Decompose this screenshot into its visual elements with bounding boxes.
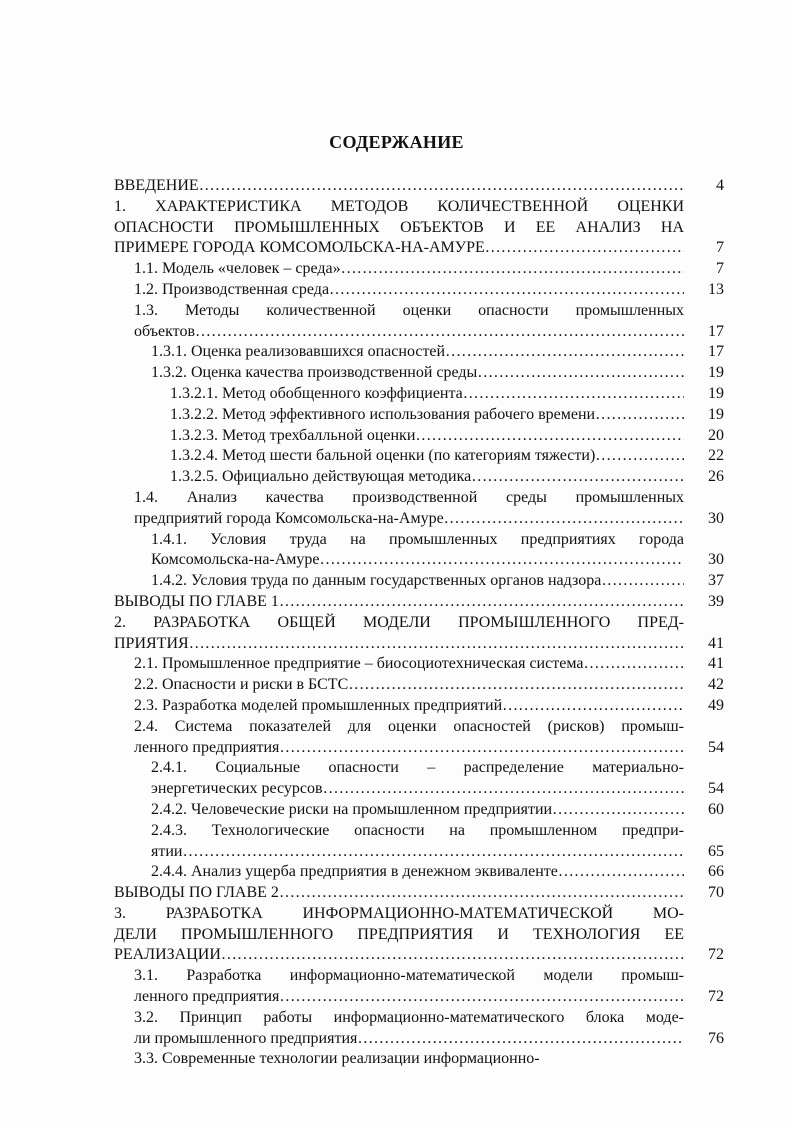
toc-entry[interactable] [151,530,724,572]
toc-page-number: 30 [708,509,724,527]
toc-entry[interactable] [134,1008,724,1050]
toc-entry[interactable] [170,446,724,467]
dot-leader [415,426,684,447]
toc-page-number: 22 [708,447,724,465]
dot-leader [601,571,684,592]
toc-entry-line: 2. РАЗРАБОТКА ОБЩЕЙ МОДЕЛИ ПРОМЫШЛЕННОГО ПРЕД- [114,613,684,631]
dot-leader [595,405,684,426]
dot-leader [558,862,684,883]
toc-entry[interactable] [134,654,724,675]
toc-entry[interactable] [114,904,724,966]
toc-entry[interactable] [170,384,724,405]
toc-entry-title: ВЫВОДЫ ПО ГЛАВЕ 1 [114,592,279,610]
toc-page-number: 17 [708,322,724,340]
toc-entry-title: 1.3.1. Оценка реализовавшихся опасностей [151,343,446,361]
toc-entry-line: ДЕЛИ ПРОМЫШЛЕННОГО ПРЕДПРИЯТИЯ И ТЕХНОЛОГИЯ ЕЕ [114,925,684,943]
toc-entry-line: 2.4.3. Технологические опасности на промышленном предпри- [151,821,684,839]
toc-entry-title: 3.3. Современные технологии реализации информационно- [134,1050,540,1068]
toc-entry-title: 1.3.2.5. Официально действующая методика [170,468,472,486]
toc-page-number: 20 [708,426,724,444]
toc-entry-title: 2.2. Опасности и риски в БСТС [134,676,349,694]
toc-page-number: 66 [708,863,724,881]
toc-entry[interactable] [134,966,724,1008]
dot-leader [502,696,684,717]
toc-entry-title: ПРИЯТИЯ [114,634,189,652]
dot-leader [583,654,684,675]
toc-entry[interactable] [151,800,724,821]
toc-entry-title: ли промышленного предприятия [134,1029,358,1047]
dot-leader [195,322,684,343]
toc-entry-title: ВВЕДЕНИЕ [114,177,199,194]
toc-page-number: 19 [708,384,724,402]
toc-entry[interactable] [151,363,724,384]
toc-entry-title: Комсомольска-на-Амуре [151,551,320,569]
toc-entry-title: энергетических ресурсов [151,780,323,798]
toc-page-number: 4 [716,177,724,194]
toc-entry-title: 2.3. Разработка моделей промышленных предприятий [134,696,503,714]
toc-entry[interactable] [170,467,724,488]
toc-page-number: 7 [716,239,724,257]
dot-leader [279,883,684,904]
toc-page-number: 19 [708,405,724,423]
toc-page-number: 41 [708,655,724,673]
toc-entry-line: 2.4. Система показателей для оценки опасностей (рисков) промыш- [134,717,684,735]
toc-entry-title: ленного предприятия [134,738,280,756]
toc-entry[interactable] [170,426,724,447]
dot-leader [329,280,684,301]
dot-leader [279,987,684,1008]
toc-page-number: 76 [708,1029,724,1047]
dot-leader [279,592,684,613]
toc-entry-title: объектов [134,322,196,340]
toc-entry-title: РЕАЛИЗАЦИИ [114,946,221,964]
toc-entry-title: 1.3.2.2. Метод эффективного использования рабочего времени [170,405,596,423]
dot-leader [463,384,684,405]
toc-entry-line: 1.4.1. Условия труда на промышленных предприятиях города [151,530,684,548]
toc-entry[interactable] [114,592,724,613]
toc-entry[interactable] [151,758,724,800]
dot-leader [445,342,684,363]
toc-entry-line: 3. РАЗРАБОТКА ИНФОРМАЦИОННО-МАТЕМАТИЧЕСКОЙ МО- [114,904,684,922]
toc-entry[interactable] [134,717,724,759]
toc-page-number: 54 [708,738,724,756]
toc-page-number: 72 [708,946,724,964]
page-title: СОДЕРЖАНИЕ [329,132,464,152]
toc-entry-line: 3.1. Разработка информационно-математической модели промыш- [134,967,684,985]
dot-leader [320,550,684,571]
dot-leader [471,467,684,488]
toc-page-number: 54 [708,780,724,798]
toc-entry[interactable] [151,862,724,883]
toc-entry-title: ВЫВОДЫ ПО ГЛАВЕ 2 [114,884,279,902]
toc-entry[interactable] [134,259,724,280]
dot-leader [341,259,684,280]
dot-leader [477,363,684,384]
toc-entry[interactable] [151,342,724,363]
toc-entry-title: 2.4.2. Человеческие риски на промышленном предприятии [151,800,553,818]
toc-entry-title: 1.3.2. Оценка качества производственной среды [151,364,478,382]
toc-page-number: 41 [708,634,724,652]
toc-entry[interactable] [134,696,724,717]
dot-leader [595,446,684,467]
dot-leader [552,800,684,821]
toc-page-number: 65 [708,842,724,860]
dot-leader [444,509,684,530]
toc-entry-line: 3.2. Принцип работы информационно-математического блока моде- [134,1008,684,1026]
toc-page-number: 30 [708,551,724,569]
dot-leader [182,842,684,863]
toc-entry[interactable] [134,301,724,343]
toc-entry[interactable] [151,821,724,863]
toc-entry-line: 1.4. Анализ качества производственной среды промышленных [134,488,684,506]
toc-entry[interactable] [170,405,724,426]
toc-entry-line: ОПАСНОСТИ ПРОМЫШЛЕННЫХ ОБЪЕКТОВ И ЕЕ АНАЛИЗ НА [114,218,684,236]
toc-entry[interactable] [151,571,724,592]
dot-leader [279,738,684,759]
toc-page-number: 70 [708,884,724,902]
toc-entry-title: 2.4.4. Анализ ущерба предприятия в денежном эквиваленте [151,863,558,881]
toc-entry[interactable] [114,883,724,904]
dot-leader [323,779,684,800]
toc-entry[interactable] [134,675,724,696]
toc-page-number: 19 [708,364,724,382]
toc-entry[interactable] [114,613,724,655]
toc-page-number: 13 [708,280,724,298]
table-of-contents [114,176,724,1070]
toc-page-number: 17 [708,343,724,361]
toc-entry-title: 1.3.2.1. Метод обобщенного коэффициента [170,384,463,402]
toc-page-number: 26 [708,468,724,486]
dot-leader [485,238,684,259]
toc-entry-line: 2.4.1. Социальные опасности – распределение материально- [151,759,684,777]
toc-entry[interactable] [134,1049,724,1070]
toc-entry-title: 2.1. Промышленное предприятие – биосоциотехническая система [134,655,584,673]
toc-page-number: 7 [716,260,724,278]
toc-entry-title: 1.1. Модель «человек – среда» [134,260,341,278]
toc-entry[interactable] [114,176,724,197]
dot-leader [221,945,684,966]
dot-leader [199,176,684,197]
toc-page-number: 37 [708,572,724,590]
toc-entry-title: ятии [151,842,183,860]
toc-entry-title: предприятий города Комсомольска-на-Амуре [134,509,444,527]
toc-page-number: 49 [708,696,724,714]
toc-page-number: 39 [708,592,724,610]
toc-entry-line: 1.3. Методы количественной оценки опасности промышленных [134,301,684,319]
toc-entry-line: 1. ХАРАКТЕРИСТИКА МЕТОДОВ КОЛИЧЕСТВЕННОЙ ОЦЕНКИ [114,197,684,215]
toc-entry-title: 1.3.2.3. Метод трехбалльной оценки [170,426,416,444]
dot-leader [357,1029,684,1050]
toc-entry[interactable] [134,280,724,301]
toc-page-number: 72 [708,988,724,1006]
toc-entry-title: 1.2. Производственная среда [134,280,330,298]
toc-entry[interactable] [134,488,724,530]
toc-page-number: 60 [708,800,724,818]
dot-leader [348,675,684,696]
toc-entry-title: ленного предприятия [134,988,280,1006]
toc-page-number: 42 [708,676,724,694]
toc-entry[interactable] [114,197,724,259]
dot-leader [189,634,684,655]
toc-entry-title: 1.3.2.4. Метод шести бальной оценки (по категориям тяжести) [170,447,596,465]
toc-entry-title: 1.4.2. Условия труда по данным государственных органов надзора [151,572,602,590]
toc-entry-title: ПРИМЕРЕ ГОРОДА КОМСОМОЛЬСКА-НА-АМУРЕ [114,239,485,257]
